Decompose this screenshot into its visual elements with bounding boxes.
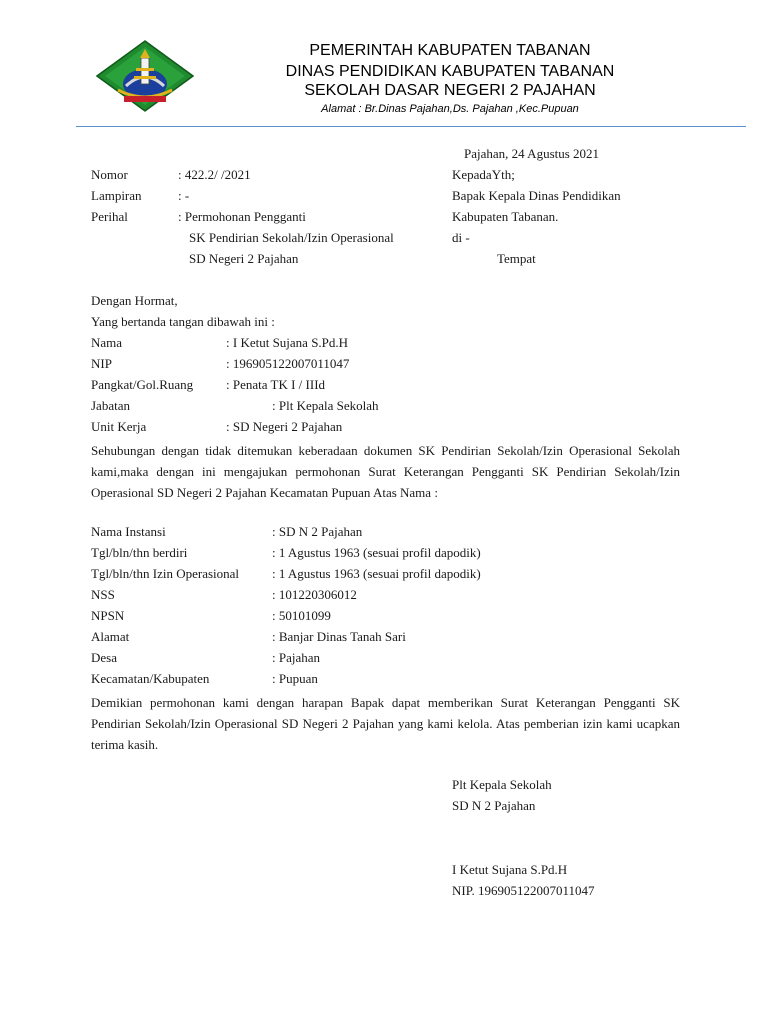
date-place: Pajahan, 24 Agustus 2021 (464, 146, 600, 161)
school-label: Tgl/bln/thn berdiri (91, 545, 188, 560)
signer-label: NIP (91, 356, 112, 371)
recipient-line-5: Tempat (497, 251, 536, 266)
signer-value: : Penata TK I / IIId (226, 377, 326, 392)
school-value: : 1 Agustus 1963 (sesuai profil dapodik) (272, 566, 481, 581)
tabanan-regency-emblem-icon (96, 40, 194, 112)
letterhead-school: SEKOLAH DASAR NEGERI 2 PAJAHAN (304, 82, 596, 99)
signer-value: : SD Negeri 2 Pajahan (226, 419, 343, 434)
signer-value: : 196905122007011047 (226, 356, 350, 371)
school-label: Alamat (91, 629, 130, 644)
school-value: : Pajahan (272, 650, 321, 665)
recipient-salutation: KepadaYth; (452, 167, 515, 182)
perihal-line-2: SK Pendirian Sekolah/Izin Operasional (189, 230, 394, 245)
signer-label: Nama (91, 335, 123, 350)
letterhead-address: Alamat : Br.Dinas Pajahan,Ds. Pajahan ,Kec.Pupuan (321, 103, 579, 115)
signer-label: Pangkat/Gol.Ruang (91, 377, 194, 392)
school-label: Desa (91, 650, 117, 665)
perihal-line-3: SD Negeri 2 Pajahan (189, 251, 299, 266)
school-value: : SD N 2 Pajahan (272, 524, 363, 539)
letterhead-department: DINAS PENDIDIKAN KABUPATEN TABANAN (285, 63, 615, 80)
signature-nip: NIP. 196905122007011047 (452, 883, 595, 898)
signer-label: Jabatan (91, 398, 130, 413)
signature-title: Plt Kepala Sekolah (452, 777, 552, 792)
school-value: : Pupuan (272, 671, 318, 686)
greeting: Dengan Hormat, (91, 293, 178, 308)
school-label: NSS (91, 587, 115, 602)
lampiran-label: Lampiran (91, 188, 142, 203)
school-value: : 50101099 (272, 608, 331, 623)
signature-name: I Ketut Sujana S.Pd.H (452, 862, 568, 877)
recipient-line-3: Kabupaten Tabanan. (452, 209, 559, 224)
signer-label: Unit Kerja (91, 419, 147, 434)
letterhead-government: PEMERINTAH KABUPATEN TABANAN (309, 42, 591, 59)
school-label: Nama Instansi (91, 524, 166, 539)
intro-text: Yang bertanda tangan dibawah ini : (91, 314, 275, 329)
school-label: Kecamatan/Kabupaten (91, 671, 210, 686)
school-value: : 101220306012 (272, 587, 357, 602)
nomor-value: : 422.2/ /2021 (178, 167, 251, 182)
closing-paragraph: Demikian permohonan kami dengan harapan Bapak dapat memberikan Surat Keterangan Pengganti SK Pendirian Sekolah/Izin Operasional SD Negeri 2 Pajahan yang kami kelola. Atas pemberian izin kami ucapkan terima kasih. (91, 695, 680, 752)
school-value: : 1 Agustus 1963 (sesuai profil dapodik) (272, 545, 481, 560)
signature-org: SD N 2 Pajahan (452, 798, 536, 813)
signer-value: : I Ketut Sujana S.Pd.H (226, 335, 349, 350)
perihal-label: Perihal (91, 209, 128, 224)
school-value: : Banjar Dinas Tanah Sari (272, 629, 406, 644)
perihal-value: : Permohonan Pengganti (178, 209, 306, 224)
signer-value: : Plt Kepala Sekolah (272, 398, 379, 413)
school-label: Tgl/bln/thn Izin Operasional (91, 566, 240, 581)
nomor-label: Nomor (91, 167, 128, 182)
school-label: NPSN (91, 608, 125, 623)
lampiran-value: : - (178, 188, 190, 203)
body-paragraph: Sehubungan dengan tidak ditemukan keberadaan dokumen SK Pendirian Sekolah/Izin Operasional Sekolah kami,maka dengan ini mengajukan permohonan Surat Keterangan Pengganti SK Pendirian Sekolah/Izin Operasional SD Negeri 2 Pajahan Kecamatan Pupuan Atas Nama : (91, 443, 680, 500)
recipient-line-4: di - (452, 230, 470, 245)
letterhead-divider (76, 126, 746, 127)
recipient-line-2: Bapak Kepala Dinas Pendidikan (452, 188, 621, 203)
